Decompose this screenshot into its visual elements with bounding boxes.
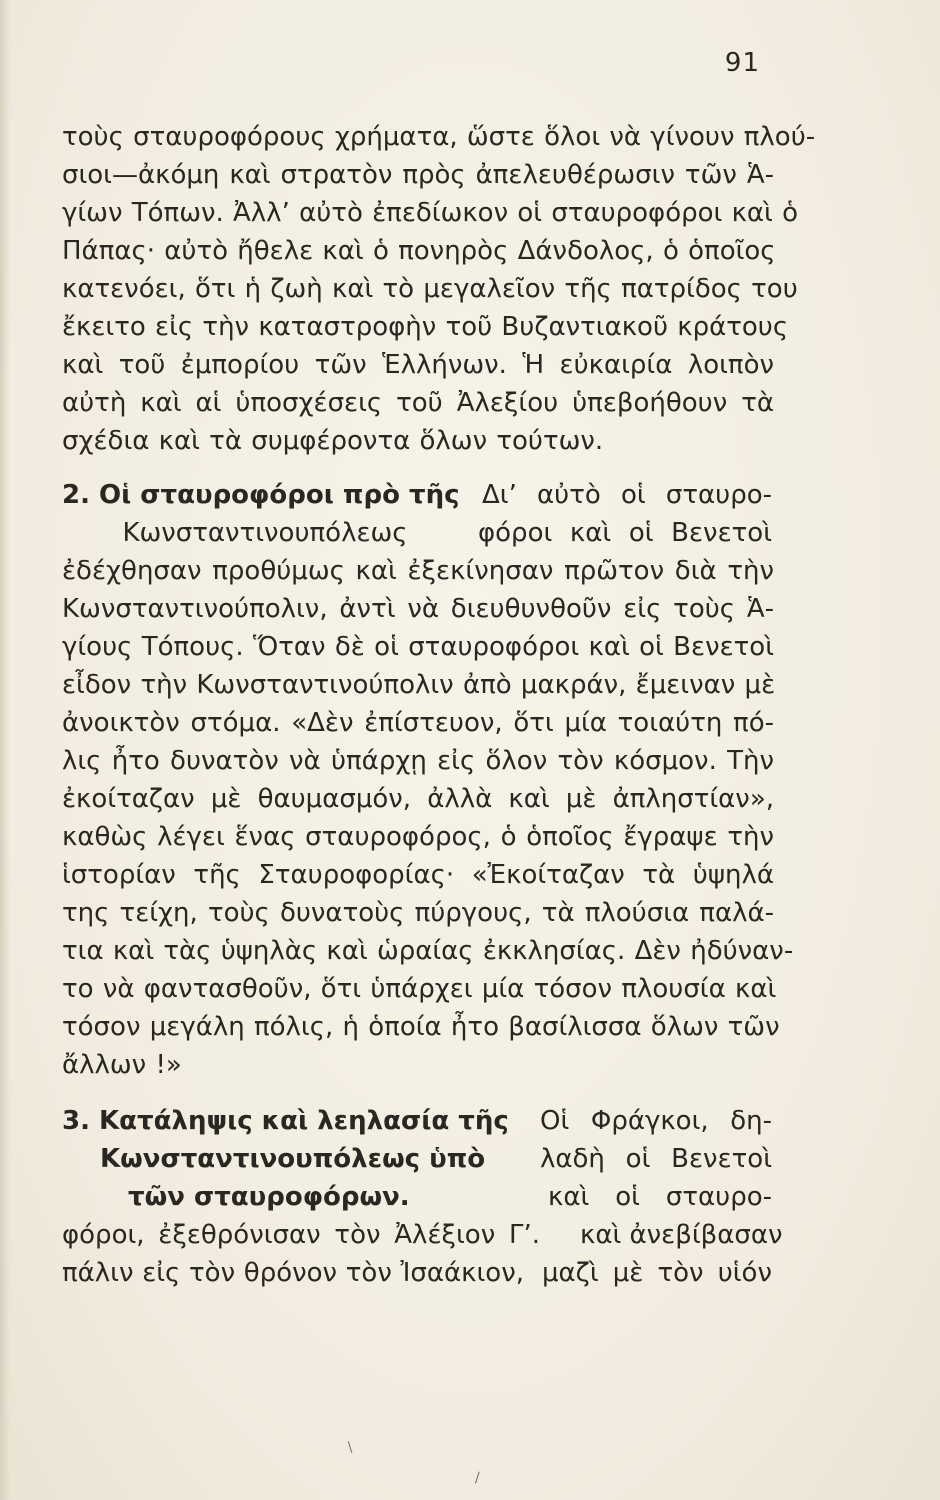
text-line: γίους Τόπους. Ὅταν δὲ οἱ σταυροφόροι καὶ οἱ Βενετοὶ [62,632,774,662]
text-line: καθὼς λέγει ἕνας σταυροφόρος, ὁ ὁποῖος ἔγραψε τὴν [62,822,774,852]
text-line: γίων Τόπων. Ἀλλ’ αὐτὸ ἐπεδίωκον οἱ σταυροφόροι καὶ ὁ [62,198,799,228]
text-line: Πάπας· αὐτὸ ἤθελε καὶ ὁ πονηρὸς Δάνδολος, ὁ ὁποῖος [62,236,776,266]
section-3-text-start: λαδὴ οἱ Βενετοὶ [540,1144,772,1174]
text-line: το νὰ φαντασθοῦν, ὅτι ὑπάρχει μία τόσον πλουσία καὶ [62,974,777,1004]
text-line: σχέδια καὶ τὰ συμφέροντα ὅλων τούτων. [62,426,604,456]
page-number: 91 [724,48,760,78]
text-line: μαζὶ μὲ τὸν υἱόν [542,1258,772,1288]
text-line: πάλιν εἰς τὸν θρόνον τὸν Ἰσαάκιον, [62,1258,524,1288]
text-line: ἄλλων !» [62,1050,182,1080]
section-3-text-start: καὶ οἱ σταυρο- [548,1182,772,1212]
text-line: φόροι, ἐξεθρόνισαν τὸν Ἀλέξιον Γ’. [62,1220,540,1250]
text-line: εἶδον τὴν Κωνσταντινούπολιν ἀπὸ μακράν, ἔμειναν μὲ [62,670,776,700]
text-line: κατενόει, ὅτι ἡ ζωὴ καὶ τὸ μεγαλεῖον τῆς πατρίδος του [62,274,798,304]
text-line: Κωνσταντινούπολιν, ἀντὶ νὰ διευθυνθοῦν εἰς τοὺς Ἁ- [62,594,774,624]
section-3-heading-line-2: Κωνσταντινουπόλεως ὑπὸ [100,1144,486,1174]
text-line: καὶ τοῦ ἐμπορίου τῶν Ἑλλήνων. Ἡ εὐκαιρία λοιπὸν [62,350,774,380]
text-line: ἐκοίταζαν μὲ θαυμασμόν, ἀλλὰ καὶ μὲ ἀπληστίαν», [62,784,774,814]
text-line: λις ἦτο δυνατὸν νὰ ὑπάρχῃ εἰς ὅλον τὸν κόσμον. Τὴν [62,746,774,776]
section-3-heading: 3. Κατάληψις καὶ λεηλασία τῆς [62,1106,509,1136]
scan-speck: ∖ [345,1440,354,1456]
text-line: τόσον μεγάλη πόλις, ἡ ὁποία ἦτο βασίλισσα ὅλων τῶν [62,1012,780,1042]
text-line: αὐτὴ καὶ αἱ ὑποσχέσεις τοῦ Ἀλεξίου ὑπεβοήθουν τὰ [62,388,774,418]
text-line: τια καὶ τὰς ὑψηλὰς καὶ ὡραίας ἐκκλησίας. Δὲν ἠδύναν- [62,936,794,966]
section-2-heading: 2. Οἱ σταυροφόροι πρὸ τῆς [62,480,460,510]
text-line: ἀνοικτὸν στόμα. «Δὲν ἐπίστευον, ὅτι μία τοιαύτη πό- [62,708,774,738]
section-3-heading-line-3: τῶν σταυροφόρων. [128,1182,410,1212]
page-edge-shadow [0,0,10,1500]
text-line: καὶ ἀνεβίβασαν [580,1220,783,1250]
scan-speck: ∕ [475,1470,480,1486]
text-line: τοὺς σταυροφόρους χρήματα, ὥστε ὅλοι νὰ γίνουν πλού- [62,122,816,152]
section-2-text-start: Δι’ αὐτὸ οἱ σταυρο- [482,480,772,510]
text-line: ἱστορίαν τῆς Σταυροφορίας· «Ἐκοίταζαν τὰ ὑψηλά [62,860,774,890]
section-2-heading-line-2: Κωνσταντινουπόλεως [122,518,408,548]
text-line: ἐδέχθησαν προθύμως καὶ ἐξεκίνησαν πρῶτον διὰ τὴν [62,556,774,586]
text-line: της τείχη, τοὺς δυνατοὺς πύργους, τὰ πλούσια παλά- [62,898,774,928]
text-line: σιοι—ἀκόμη καὶ στρατὸν πρὸς ἀπελευθέρωσιν τῶν Ἁ- [62,160,774,190]
text-line: ἔκειτο εἰς τὴν καταστροφὴν τοῦ Βυζαντιακοῦ κράτους [62,312,789,342]
section-3-text-start: Οἱ Φράγκοι, δη- [540,1106,772,1136]
section-2-text-start: φόροι καὶ οἱ Βενετοὶ [478,518,772,548]
